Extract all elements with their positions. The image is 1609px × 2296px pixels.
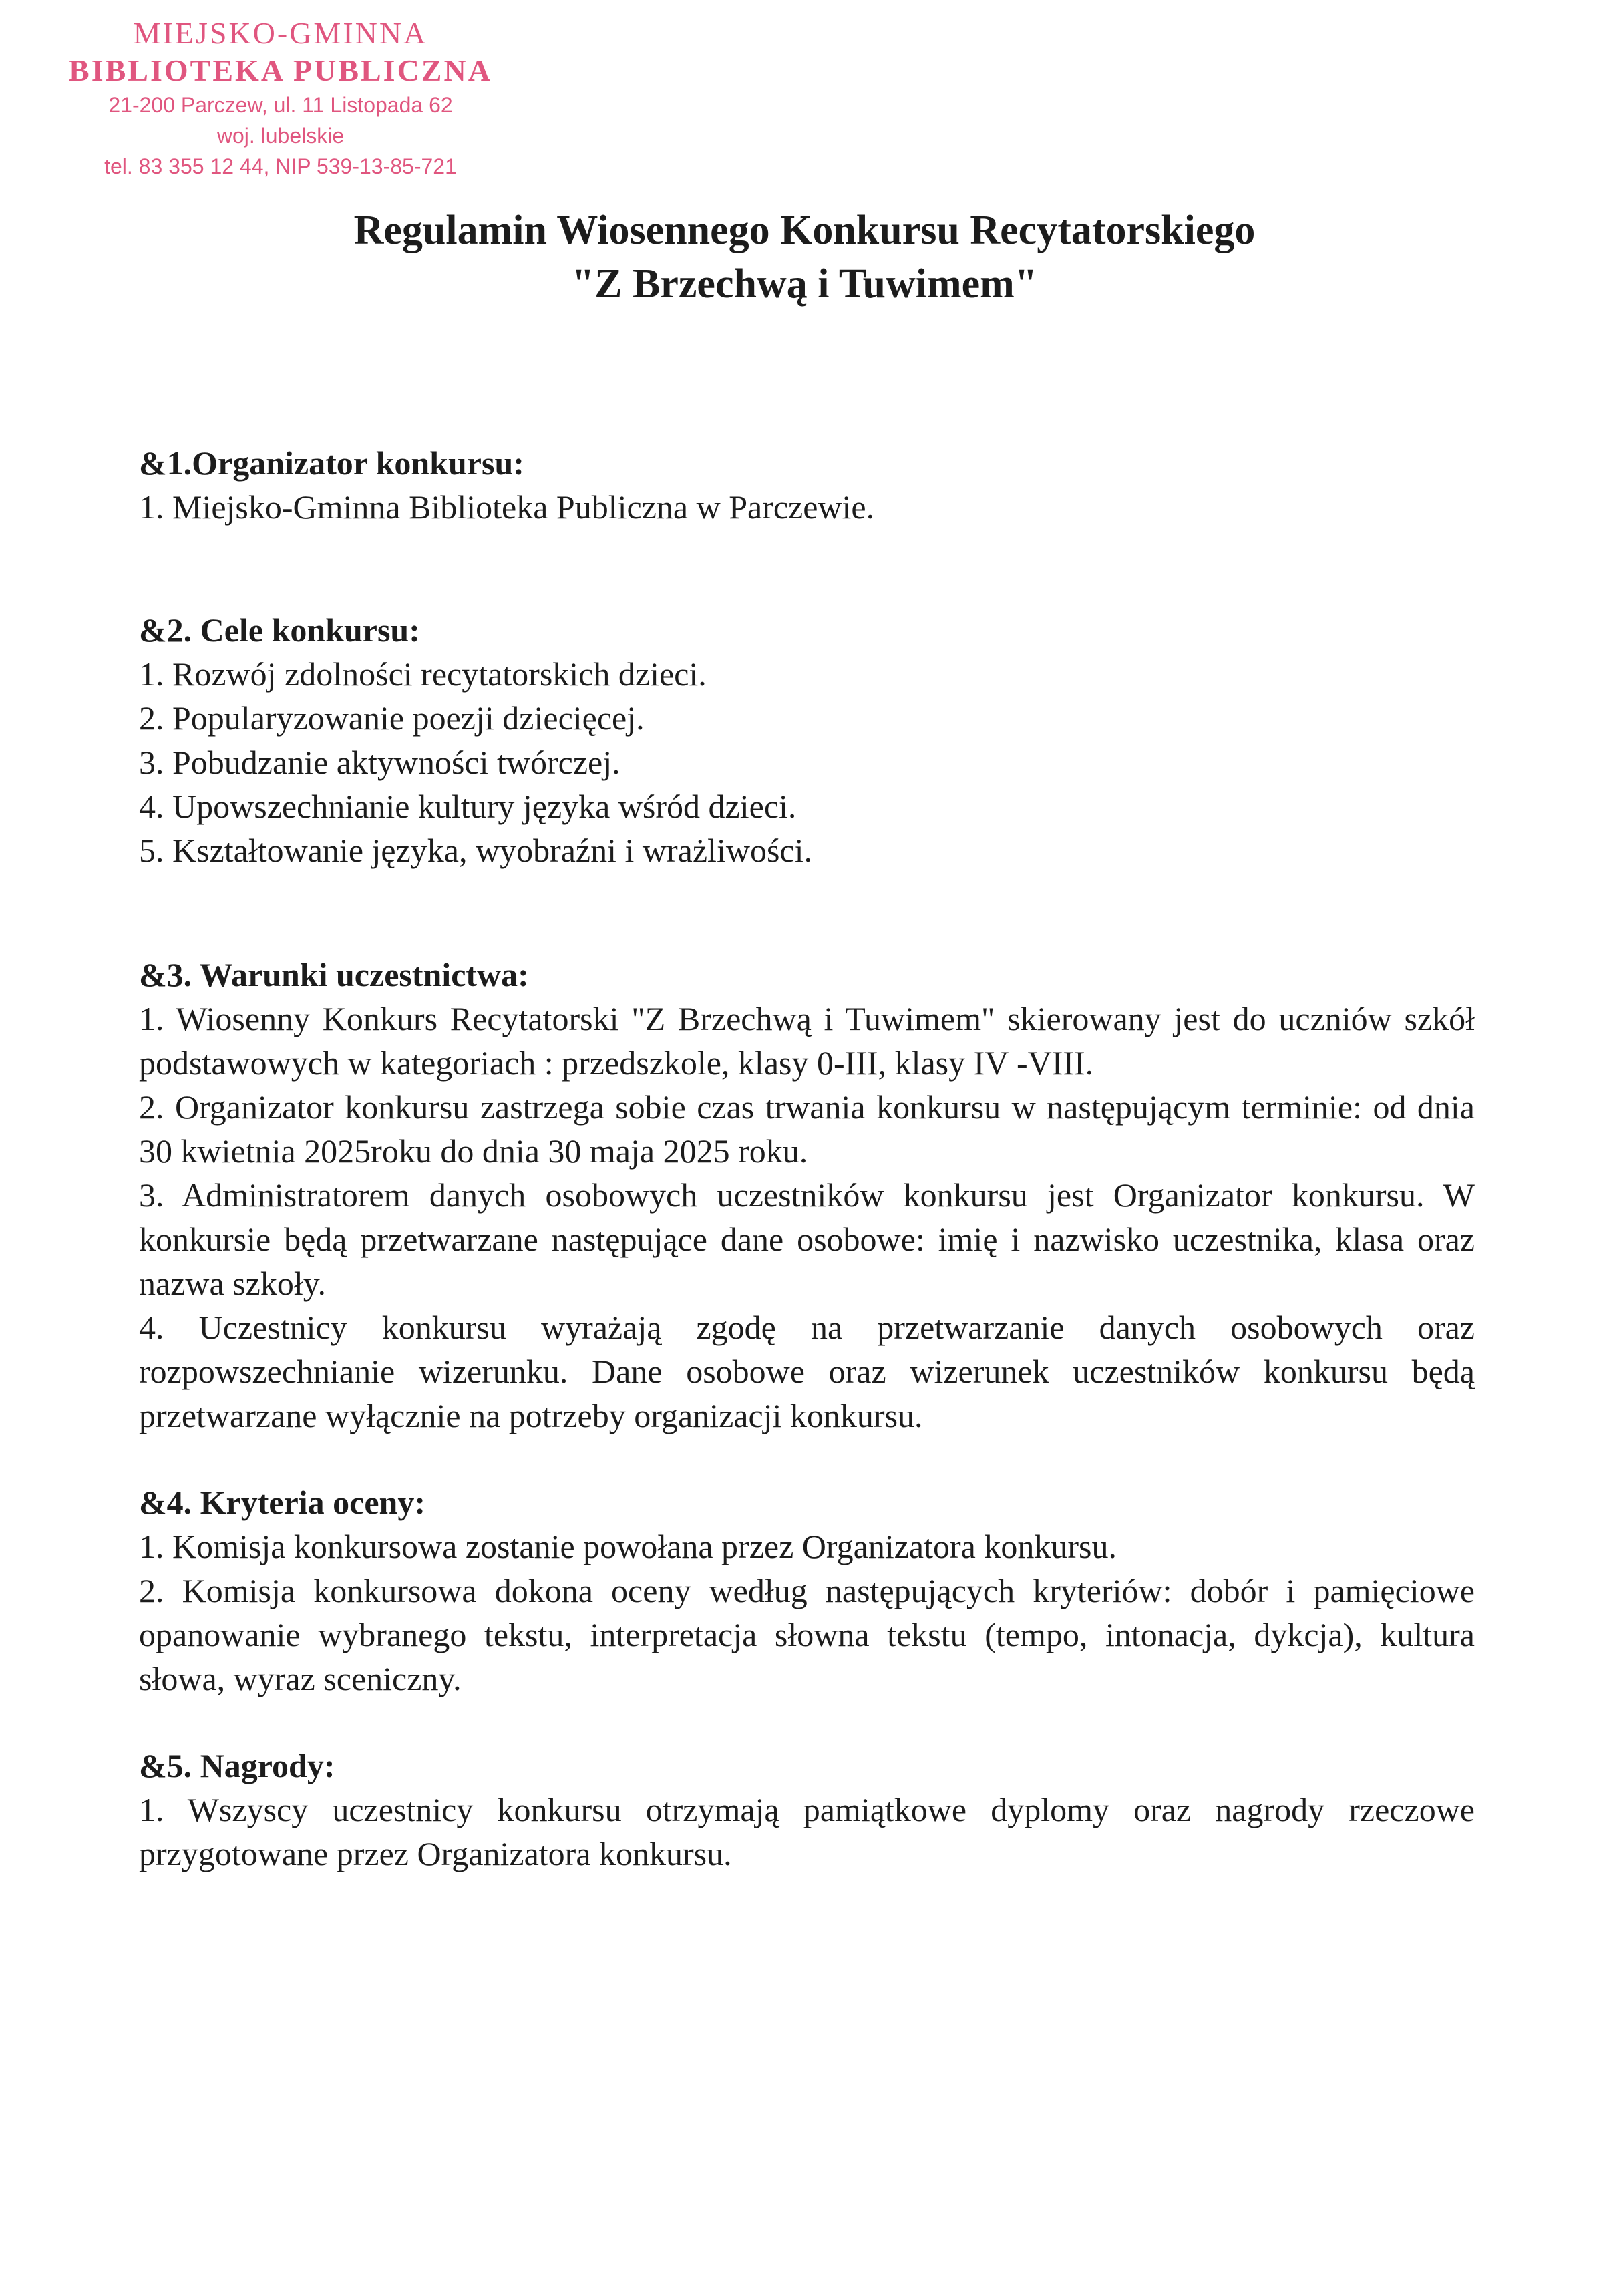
stamp-line-1: MIEJSKO-GMINNA bbox=[133, 16, 428, 50]
list-item: 3. Pobudzanie aktywności twórczej. bbox=[139, 744, 620, 781]
list-item: 1. Wszyscy uczestnicy konkursu otrzymają pamiątkowe dyplomy oraz nagrody rzeczowe przygotowane przez Organizatora konkursu. bbox=[139, 1791, 1475, 1872]
title-line-1: Regulamin Wiosennego Konkursu Recytatorskiego bbox=[353, 208, 1256, 253]
list-item: 4. Upowszechnianie kultury języka wśród dzieci. bbox=[139, 788, 797, 825]
section-criteria bbox=[139, 1480, 1475, 1701]
title-line-2: "Z Brzechwą i Tuwimem" bbox=[571, 261, 1038, 307]
section-prizes bbox=[139, 1744, 1475, 1876]
section-heading: &4. Kryteria oceny: bbox=[139, 1484, 426, 1521]
stamp-contact: tel. 83 355 12 44, NIP 539-13-85-721 bbox=[104, 154, 457, 178]
list-item: 3. Administratorem danych osobowych uczestników konkursu jest Organizator konkursu. W konkursie będą przetwarzane następujące dane osobowe: imię i nazwisko uczestnika, klasa oraz nazwa szkoły. bbox=[139, 1176, 1475, 1302]
list-item: 1. Wiosenny Konkurs Recytatorski "Z Brzechwą i Tuwimem" skierowany jest do uczniów szkół podstawowych w kategoriach : przedszkole, klasy 0-III, klasy IV -VIII. bbox=[139, 1000, 1475, 1082]
list-item: 4. Uczestnicy konkursu wyrażają zgodę na przetwarzanie danych osobowych oraz rozpowszechnianie wizerunku. Dane osobowe oraz wizerunek uczestników konkursu będą przetwarzane wyłącznie na potrzeby organizacji konkursu. bbox=[139, 1309, 1475, 1434]
section-heading: &1.Organizator konkursu: bbox=[139, 444, 524, 482]
list-item: 2. Organizator konkursu zastrzega sobie czas trwania konkursu w następującym terminie: od dnia 30 kwietnia 2025roku do dnia 30 maja 2025 roku. bbox=[139, 1088, 1475, 1170]
list-item: 1. Miejsko-Gminna Biblioteka Publiczna w Parczewie. bbox=[139, 488, 875, 526]
stamp-address: 21-200 Parczew, ul. 11 Listopada 62 bbox=[108, 93, 453, 117]
section-organizer bbox=[139, 441, 1475, 529]
section-heading: &3. Warunki uczestnictwa: bbox=[139, 956, 529, 993]
list-item: 1. Komisja konkursowa zostanie powołana przez Organizatora konkursu. bbox=[139, 1528, 1117, 1565]
section-participation bbox=[139, 953, 1475, 1438]
section-heading: &2. Cele konkursu: bbox=[139, 611, 420, 649]
list-item: 2. Komisja konkursowa dokona oceny według następujących kryteriów: dobór i pamięciowe opanowanie wybranego tekstu, interpretacja słowna tekstu (tempo, intonacja, dykcja), kultura słowa, wyraz sceniczny. bbox=[139, 1572, 1475, 1697]
stamp-line-2: BIBLIOTEKA PUBLICZNA bbox=[69, 53, 492, 88]
stamp-region: woj. lubelskie bbox=[216, 124, 345, 148]
list-item: 2. Popularyzowanie poezji dziecięcej. bbox=[139, 699, 645, 737]
list-item: 5. Kształtowanie języka, wyobraźni i wrażliwości. bbox=[139, 832, 812, 869]
section-heading: &5. Nagrody: bbox=[139, 1747, 335, 1784]
library-stamp bbox=[67, 15, 494, 182]
regulations-body bbox=[139, 441, 1475, 1876]
document-title bbox=[0, 204, 1609, 311]
list-item: 1. Rozwój zdolności recytatorskich dzieci. bbox=[139, 655, 707, 693]
section-goals bbox=[139, 608, 1475, 872]
